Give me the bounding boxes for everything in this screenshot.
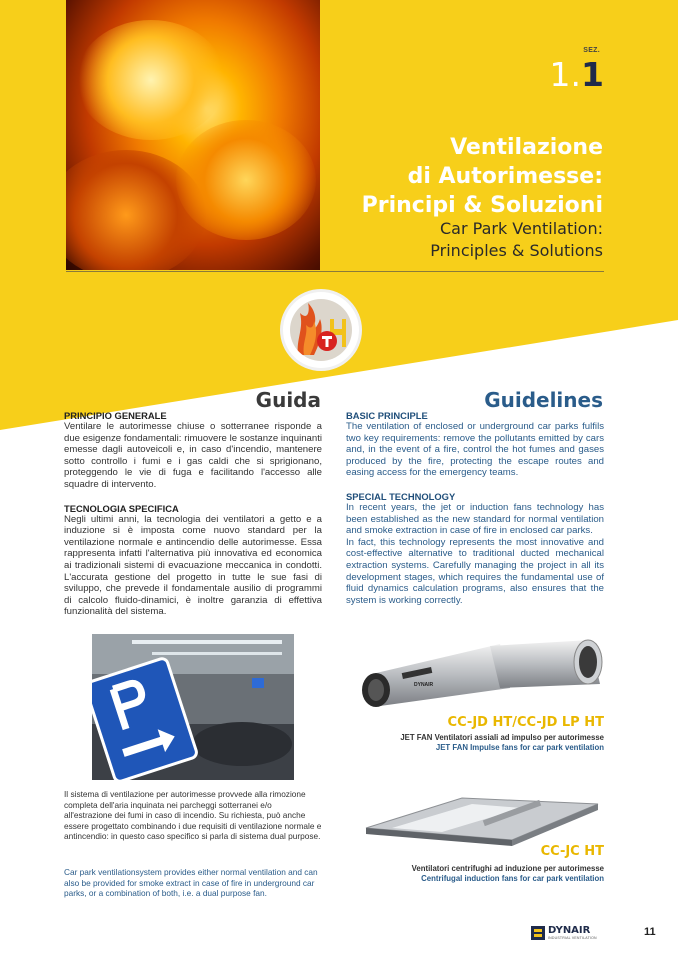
section-number: 1.1 — [549, 55, 604, 94]
dynair-logo-text: DYNAIR — [548, 925, 591, 936]
dynair-logo — [531, 924, 605, 942]
technology-heading-en: SPECIAL TECHNOLOGY — [346, 490, 456, 502]
jet-fan-illustration — [350, 628, 606, 708]
induction-fan-illustration — [362, 788, 602, 848]
car-park-photo — [92, 634, 294, 780]
italian-text-column — [64, 410, 322, 618]
photo-caption-en: Car park ventilationsystem provides either normal ventilation and can also be provided for smoke extract in case of fire in underground car parks, or a combination of both, i.e. a dual purpose fan. — [64, 867, 318, 899]
product-title-jd: CC-JD HT/CC-JD LP HT — [447, 715, 604, 730]
english-text-column — [346, 410, 604, 606]
page-title-italian: Ventilazione di Autorimesse: Principi & Soluzioni — [361, 135, 603, 218]
technology-text-en-1: In recent years, the jet or induction fans technology has been established as the new standard for normal ventilation and smoke extraction in case of fire in enclosed car parks. — [346, 501, 604, 537]
product-desc-jc: Ventilatori centrifughi ad induzione per autorimesse Centrifugal induction fans for car park ventilation — [411, 864, 604, 883]
heading-guida: Guida — [255, 388, 321, 412]
page-title-english: Car Park Ventilation: Principles & Solutions — [430, 219, 603, 260]
header-divider — [66, 271, 604, 272]
principle-text-en: The ventilation of enclosed or underground car parks fulfils two key requirements: remove the pollutants emitted by cars and, in the event of a fire, control the hot fumes and gases produced by the fire, protecting the escape routes and easing access for the emergency teams. — [346, 421, 604, 479]
dynair-logo-tagline: INDUSTRIAL VENTILATION — [548, 936, 597, 940]
heading-guidelines: Guidelines — [484, 388, 603, 412]
technology-heading-it: TECNOLOGIA SPECIFICA — [64, 502, 179, 514]
fan-brand-label: DYNAIR — [414, 682, 434, 688]
photo-caption-it: Il sistema di ventilazione per autorimesse provvede alla rimozione completa dell'aria inquinata nei parcheggi sotterranei e/o all'estrazione dei fumi in caso di incendio. Su richiesta, può anche essere progettato combinando i due requisiti di ventilazione normale e antincendio: in questo caso specifico si parla di sistema dual purpose. — [64, 789, 322, 842]
fire-photo — [66, 0, 320, 270]
principle-heading-en: BASIC PRINCIPLE — [346, 410, 428, 421]
page-number: 11 — [644, 926, 656, 938]
technology-text-it: Negli ultimi anni, la tecnologia dei ventilatori a getto e a induzione si è imposta come nuovo standard per la ventilazione normale e antincendio delle autorimesse. Essa rappresenta infatti l'alternativa più innovativa ed economica ai tradizionali sistemi di evacuazione meccanica in condotti. L'accurata gestione del progetto in tutte le sue fasi di sviluppo, che prevede il fondamentale ausilio di programmi di calcolo fluido-dinamici, è inoltre garanzia di effettiva funzionalità del sistema. — [64, 513, 322, 618]
principle-heading-it: PRINCIPIO GENERALE — [64, 410, 167, 421]
principle-text-it: Ventilare le autorimesse chiuse o sotterranee risponde a due esigenze fondamentali: rimuovere le sostanze inquinanti emesse dagli autoveicoli e, in caso d'incendio, mantenere sotto controllo i fumi e i gas caldi che si sprigionano, proteggendo le vie di fuga e facilitando l'accesso alle squadre di intervento. — [64, 421, 322, 490]
section-label: SEZ. — [583, 47, 600, 54]
technology-text-en-2: In fact, this technology represents the most innovative and cost-effective alternative to traditional ducted mechanical extraction systems. Carefully managing the project in all its development stages, which requires the fundamental use of fluid dynamics calculation programs, also ensures that the system is working correctly. — [346, 536, 604, 606]
fire-safety-logo — [283, 292, 359, 368]
product-desc-jd: JET FAN Ventilatori assiali ad impulso per autorimesse JET FAN Impulse fans for car park ventilation — [400, 733, 604, 752]
product-title-jc: CC-JC HT — [540, 844, 604, 859]
